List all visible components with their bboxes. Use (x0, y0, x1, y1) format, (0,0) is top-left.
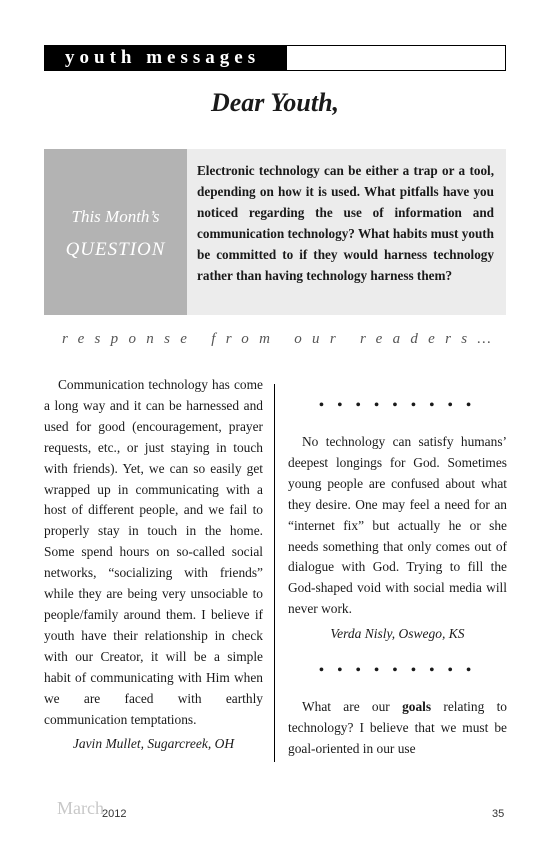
right-column (288, 394, 507, 760)
emphasis-goals: goals (402, 699, 432, 715)
separator-dots: • • • • • • • • • (318, 663, 477, 679)
question-label-line2: QUESTION (65, 239, 166, 260)
response-signature: Javin Mullet, Sugarcreek, OH (72, 736, 235, 752)
column-divider (274, 384, 275, 762)
left-column (44, 375, 263, 755)
footer-year: 2012 (102, 808, 127, 820)
question-text: Electronic technology can be either a trap or a tool, depending on how it is used. What pitfalls have you noticed regarding the use of information and communication technology? What habits must youth be committed to if they would harness technology rather than having technology harness them? (187, 149, 506, 315)
question-label-panel (44, 149, 187, 315)
page-number: 35 (492, 808, 505, 820)
response-body: No technology can satisfy humans’ deepest longings for God. Sometimes young people are confused about what they desire. One may feel a need for an “internet fix” but actually he or she needs something that only comes out of dialogue with God. Trying to fill the God-shaped void with social media will never work. (288, 434, 507, 617)
response-body: What are our goals relating to technology? I believe that we must be goal-oriented in our use (288, 699, 507, 756)
page-title: Dear Youth, (210, 88, 340, 117)
separator-dots: • • • • • • • • • (318, 398, 477, 413)
question-box (44, 149, 506, 315)
section-label: youth messages (45, 46, 287, 70)
question-label-line1: This Month’s (71, 207, 160, 226)
footer-month: March (57, 798, 104, 818)
response-body: Communication technology has come a long way and it can be harnessed and used for good (encouragement, prayer requests, etc., or just staying in touch with friends). Yet, we can so easily get wrapped up in communicating with a host of different people, and we fail to properly stay in touch in the home. Some spend hours on so-called social networks, “socializing with friends” while they are being very unsociable to people/family around them. I believe if youth have their relationship in check with our Creator, it will be a simple habit of communicating with Him when we are faced with earthly communication temptations. (44, 377, 263, 727)
response-heading: response from our readers… (62, 331, 502, 347)
response-signature: Verda Nisly, Oswego, KS (330, 626, 465, 642)
section-header (44, 45, 506, 71)
